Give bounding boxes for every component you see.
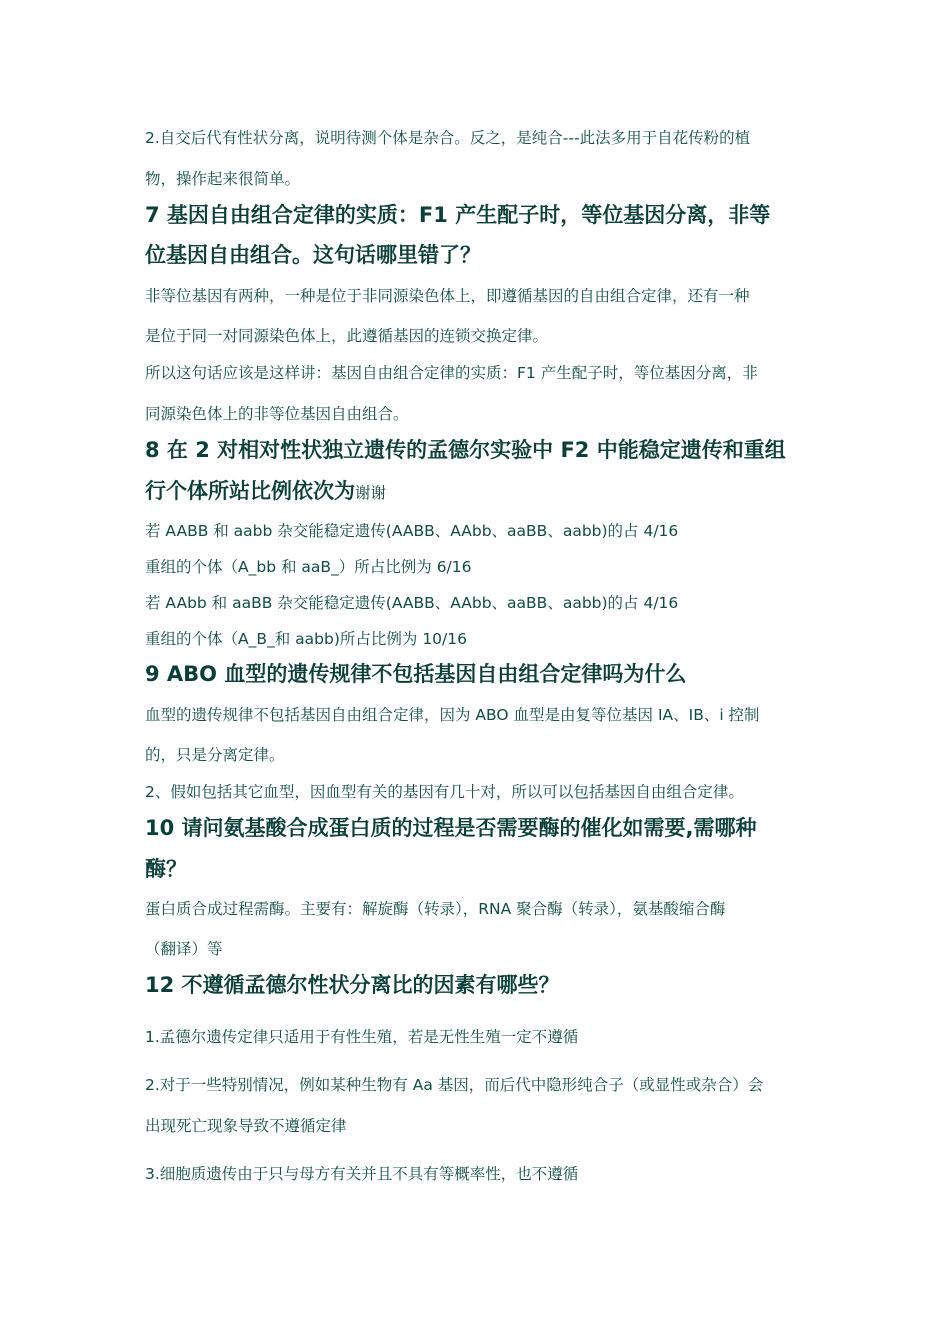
text-line: 所以这句话应该是这样讲：基因自由组合定律的实质：F1 产生配子时，等位基因分离，非 xyxy=(145,364,758,382)
section-heading: 12 不遵循孟德尔性状分离比的因素有哪些？ xyxy=(145,973,560,997)
text-line: 是位于同一对同源染色体上，此遵循基因的连锁交换定律。 xyxy=(145,327,549,345)
text-line: 3.细胞质遗传由于只与母方有关并且不具有等概率性，也不遵循 xyxy=(145,1165,579,1183)
section-heading: 酶？ xyxy=(145,857,187,881)
text-line: 蛋白质合成过程需酶。主要有：解旋酶（转录），RNA 聚合酶（转录），氨基酸缩合酶 xyxy=(145,900,726,918)
text-line: 2、假如包括其它血型，因血型有关的基因有几十对，所以可以包括基因自由组合定律。 xyxy=(145,783,744,801)
section-heading xyxy=(145,478,386,506)
heading-text: 行个体所站比例依次为 xyxy=(145,479,355,503)
text-line: 若 AAbb 和 aaBB 杂交能稳定遗传(AABB、AAbb、aaBB、aabb)的占 4/16 xyxy=(145,594,679,612)
text-line: 2.自交后代有性状分离，说明待测个体是杂合。反之，是纯合---此法多用于自花传粉的植 xyxy=(145,129,751,147)
section-heading: 9 ABO 血型的遗传规律不包括基因自由组合定律吗为什么 xyxy=(145,662,687,686)
text-line: （翻译）等 xyxy=(145,940,223,958)
section-heading: 8 在 2 对相对性状独立遗传的孟德尔实验中 F2 中能稳定遗传和重组 xyxy=(145,438,786,462)
text-line: 重组的个体（A_bb 和 aaB_）所占比例为 6/16 xyxy=(145,558,472,576)
text-line: 物，操作起来很简单。 xyxy=(145,170,301,188)
heading-tail: 谢谢 xyxy=(355,484,387,502)
text-line: 重组的个体（A_B_和 aabb)所占比例为 10/16 xyxy=(145,630,467,648)
section-heading: 7 基因自由组合定律的实质：F1 产生配子时，等位基因分离，非等 xyxy=(145,203,771,227)
text-line: 血型的遗传规律不包括基因自由组合定律，因为 ABO 血型是由复等位基因 IA、IB、i 控制 xyxy=(145,706,760,724)
text-line: 的，只是分离定律。 xyxy=(145,746,285,764)
text-line: 2.对于一些特别情况，例如某种生物有 Aa 基因，而后代中隐形纯合子（或显性或杂合）会 xyxy=(145,1076,764,1094)
section-heading: 位基因自由组合。这句话哪里错了？ xyxy=(145,243,481,267)
text-line: 出现死亡现象导致不遵循定律 xyxy=(145,1117,347,1135)
text-line: 若 AABB 和 aabb 杂交能稳定遗传(AABB、AAbb、aaBB、aabb)的占 4/16 xyxy=(145,522,679,540)
text-line: 非等位基因有两种，一种是位于非同源染色体上，即遵循基因的自由组合定律，还有一种 xyxy=(145,287,750,305)
text-line: 同源染色体上的非等位基因自由组合。 xyxy=(145,405,409,423)
section-heading: 10 请问氨基酸合成蛋白质的过程是否需要酶的催化如需要,需哪种 xyxy=(145,816,757,840)
text-line: 1.孟德尔遗传定律只适用于有性生殖，若是无性生殖一定不遵循 xyxy=(145,1028,579,1046)
